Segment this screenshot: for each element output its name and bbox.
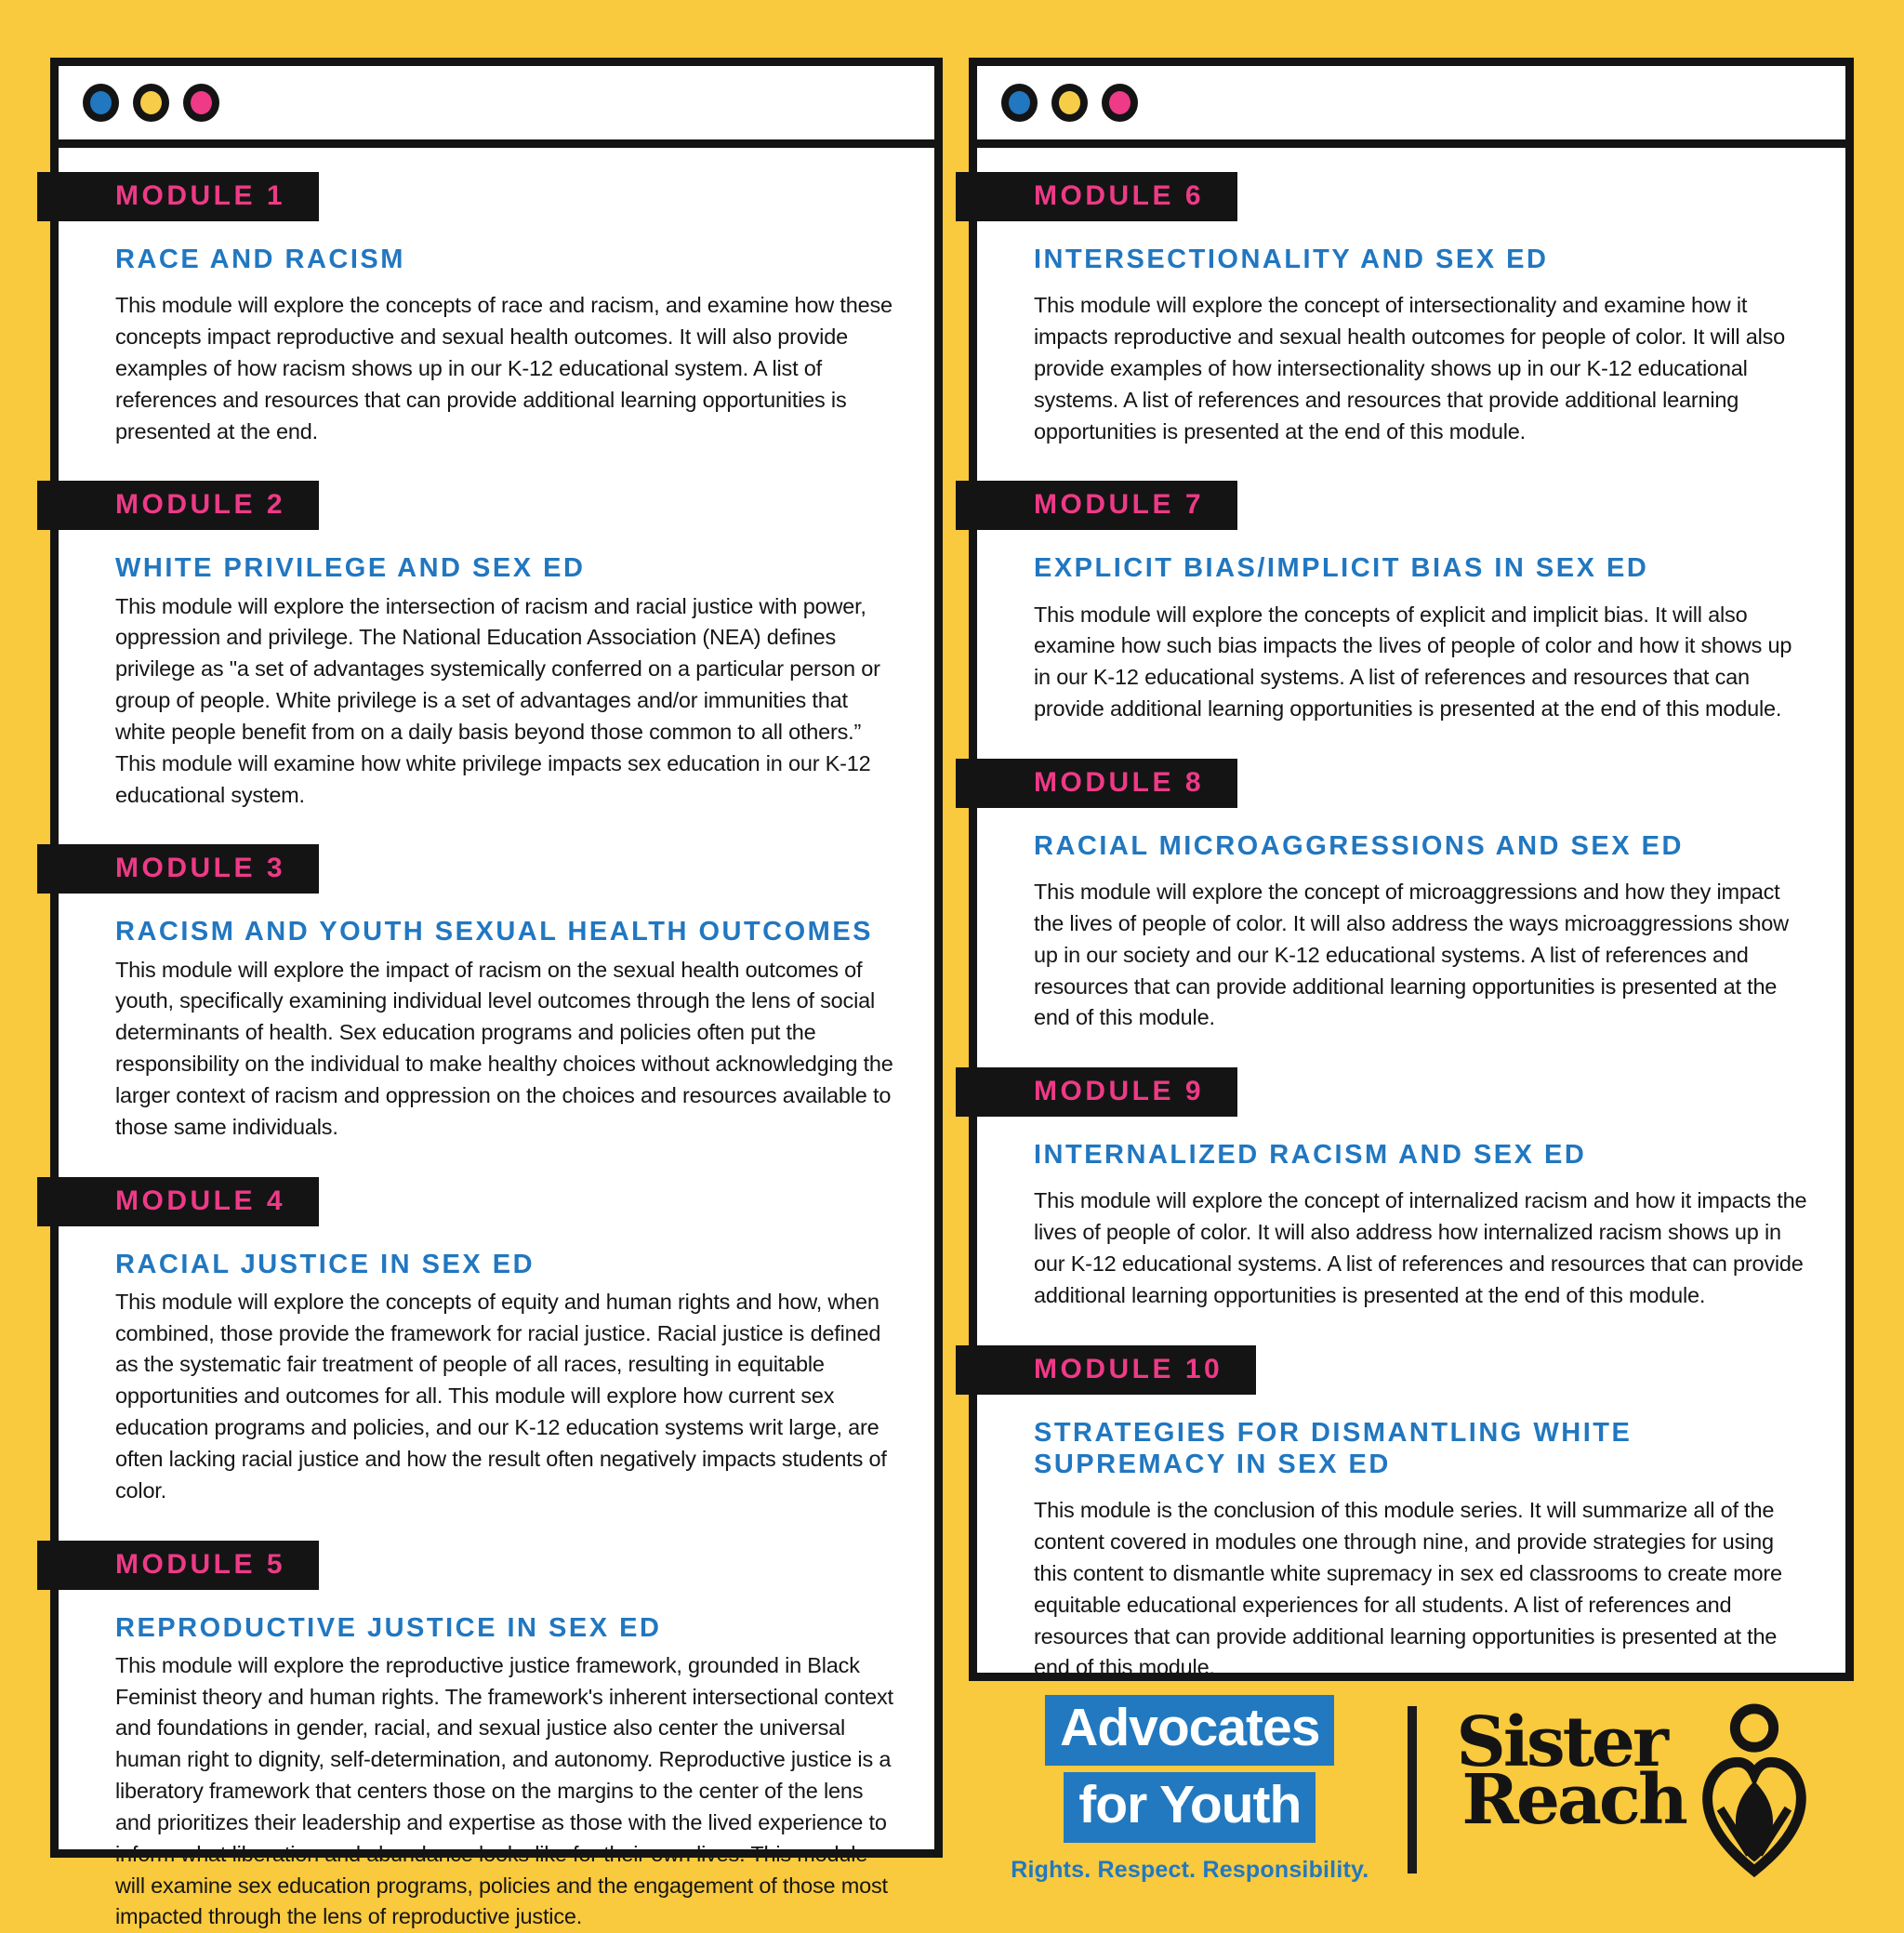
- module-badge: MODULE 5: [37, 1541, 319, 1590]
- module-badge: MODULE 2: [37, 481, 319, 530]
- module-description: This module will explore the intersection of racism and racial justice with power, oppression and privilege. The National Education Association (NEA) defines privilege as "a set of advantages systemically conferred on a particular person or group of people. White privilege is a set of advantages and/or immunities that white people benefit from on a daily basis beyond those common to all others.” This module will examine how white privilege impacts sex education in our K-12 educational system.: [115, 593, 880, 807]
- module-title: REPRODUCTIVE JUSTICE IN SEX ED: [115, 1612, 662, 1643]
- module-badge: MODULE 4: [37, 1177, 319, 1226]
- yellow-window-dot-icon: [1051, 84, 1088, 122]
- sisterreach-logo: [1456, 1701, 1811, 1879]
- module-title: STRATEGIES FOR DISMANTLING WHITE SUPREMACY IN SEX ED: [1034, 1417, 1633, 1479]
- module-badge: MODULE 3: [37, 844, 319, 894]
- sisterreach-figure-icon: [1693, 1701, 1812, 1879]
- module-title: RACIAL JUSTICE IN SEX ED: [115, 1249, 536, 1279]
- module-description: This module will explore the concepts of equity and human rights and how, when combined, those provide the framework for racial justice. Racial justice is defined as the systematic fair treatment of people of all races, resulting in equitable opportunities and outcomes for all. This module will explore how current sex education programs and policies, and our K-12 education systems writ large, are often lacking racial justice and how the result often negatively impacts students of color.: [115, 1289, 887, 1503]
- module-section: [1034, 172, 1808, 447]
- module-badge: MODULE 10: [956, 1345, 1256, 1395]
- advocates-logo-line2: for Youth: [1064, 1772, 1316, 1843]
- module-badge: MODULE 7: [956, 481, 1237, 530]
- module-title: INTERSECTIONALITY AND SEX ED: [1034, 245, 1549, 274]
- module-title: EXPLICIT BIAS/IMPLICIT BIAS IN SEX ED: [1034, 553, 1649, 584]
- module-section: [1034, 759, 1808, 1034]
- advocates-logo-tagline: Rights. Respect. Responsibility.: [1011, 1857, 1369, 1883]
- right-window-card: [969, 58, 1854, 1681]
- module-badge: MODULE 8: [956, 759, 1237, 808]
- sisterreach-line1: Sister: [1456, 1701, 1666, 1782]
- right-window-titlebar: [977, 66, 1845, 148]
- logo-divider: [1408, 1706, 1417, 1873]
- module-section: [115, 844, 897, 1143]
- module-title: RACE AND RACISM: [115, 245, 405, 274]
- sisterreach-line2: Reach: [1461, 1759, 1686, 1840]
- module-description: This module will explore the reproductive justice framework, grounded in Black Feminist theory and human rights. The framework's inherent intersectional context and foundations in gender, racial, and sexual justice also center the universal human right to dignity, self-determination, and autonomy. Reproductive justice is a liberatory framework that centers those on the margins to the center of the lens and prioritizes their leadership and expertise as those with the lived experience to inform what liberation and abundance looks like for their own lives. This module will examine sex education programs, policies and the engagement of those most impacted through the lens of reproductive justice.: [115, 1652, 893, 1929]
- module-section: [115, 172, 897, 447]
- pink-window-dot-icon: [183, 84, 219, 122]
- left-window-card: [50, 58, 943, 1929]
- module-description: This module will explore the concepts of explicit and implicit bias. It will also examine how such bias impacts the lives of people of color and how it shows up in our K-12 educational systems. A list of references and resources that can provide additional learning opportunities is presented at the end of this module.: [1034, 602, 1792, 722]
- window-dots: [83, 84, 219, 122]
- module-badge: MODULE 6: [956, 172, 1237, 221]
- blue-window-dot-icon: [1001, 84, 1038, 122]
- module-badge: MODULE 9: [956, 1067, 1237, 1117]
- module-section: [1034, 481, 1808, 725]
- left-modules-container: [59, 148, 934, 1933]
- pink-window-dot-icon: [1102, 84, 1138, 122]
- module-section: [115, 1177, 897, 1507]
- advocates-for-youth-logo: [1011, 1695, 1368, 1884]
- footer-logos: [969, 1685, 1854, 1894]
- module-description: This module will explore the concepts of race and racism, and examine how these concepts impact reproductive and sexual health outcomes. It will also provide examples of how racism shows up in our K-12 educational system. A list of references and resources that can provide additional learning opportunities is presented at the end.: [115, 293, 892, 444]
- module-description: This module is the conclusion of this module series. It will summarize all of the content covered in modules one through nine, and provide strategies for using this content to dismantle white supremacy in sex ed classrooms to create more equitable educational experiences for all students. A list of references and resources that can provide additional learning opportunities is presented at the end of this module.: [1034, 1498, 1782, 1680]
- module-section: [1034, 1345, 1808, 1684]
- left-window-titlebar: [59, 66, 934, 148]
- module-section: [115, 1541, 897, 1933]
- module-description: This module will explore the impact of racism on the sexual health outcomes of youth, specifically examining individual level outcomes through the lens of social determinants of health. Sex education programs and policies often put the responsibility on the individual to make healthy choices without acknowledging the larger context of racism and oppression on the choices and resources available to those same individuals.: [115, 957, 893, 1139]
- blue-window-dot-icon: [83, 84, 119, 122]
- yellow-window-dot-icon: [133, 84, 169, 122]
- right-modules-container: [977, 148, 1845, 1684]
- module-section: [115, 481, 897, 811]
- module-title: RACIAL MICROAGGRESSIONS AND SEX ED: [1034, 830, 1684, 861]
- window-dots: [1001, 84, 1138, 122]
- module-badge: MODULE 1: [37, 172, 319, 221]
- module-section: [1034, 1067, 1808, 1312]
- module-title: INTERNALIZED RACISM AND SEX ED: [1034, 1140, 1587, 1171]
- module-description: This module will explore the concept of microaggressions and how they impact the lives of people of color. It will also address the ways microaggressions show up in our society and our K-12 educational systems. A list of references and resources that can provide additional learning opportunities is presented at the end of this module.: [1034, 880, 1789, 1030]
- module-description: This module will explore the concept of internalized racism and how it impacts the lives of people of color. It will also address how internalized racism shows up in our K-12 educational systems. A list of references and resources that can provide additional learning opportunities is presented at the end of this module.: [1034, 1188, 1807, 1307]
- module-description: This module will explore the concept of intersectionality and examine how it impacts reproductive and sexual health outcomes for people of color. It will also provide examples of how intersectionality shows up in our K-12 educational systems. A list of references and resources that provide additional learning opportunities is presented at the end of this module.: [1034, 293, 1786, 444]
- module-title: WHITE PRIVILEGE AND SEX ED: [115, 553, 586, 584]
- advocates-logo-line1: Advocates: [1045, 1695, 1334, 1766]
- sisterreach-wordmark: [1456, 1701, 1686, 1840]
- module-title: RACISM AND YOUTH SEXUAL HEALTH OUTCOMES: [115, 917, 874, 947]
